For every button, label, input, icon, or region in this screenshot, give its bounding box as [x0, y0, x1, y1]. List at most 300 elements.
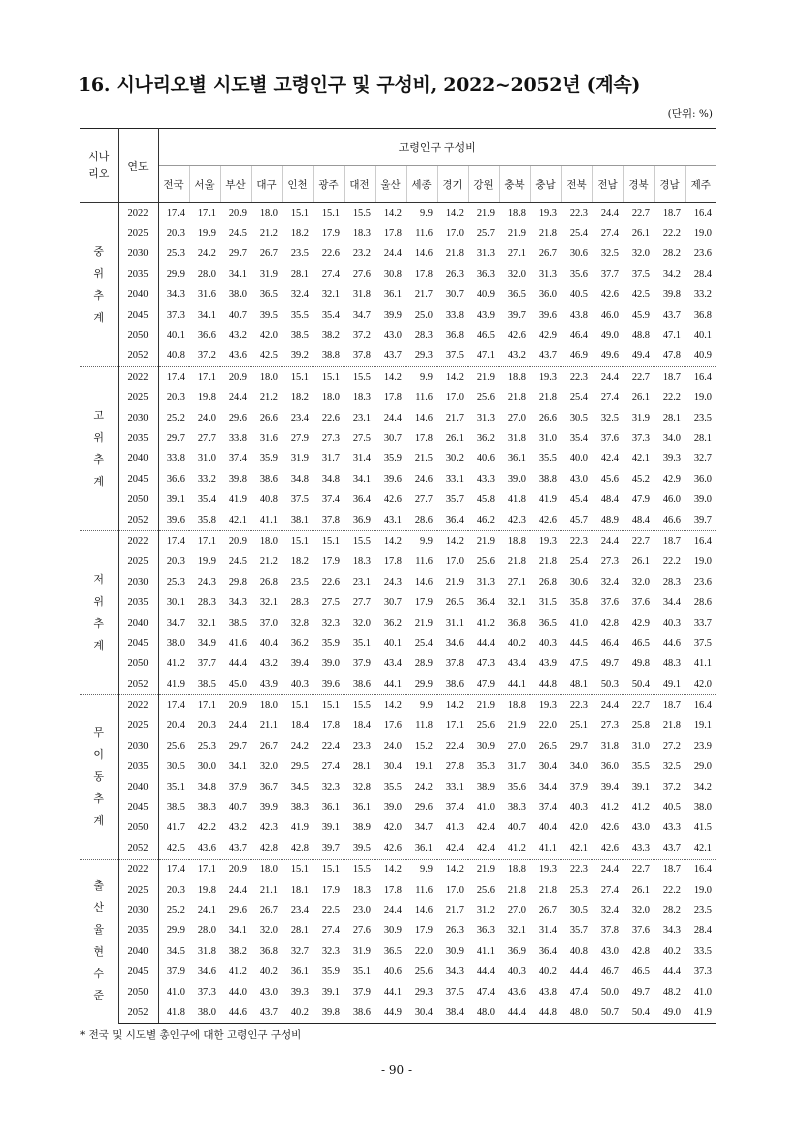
value-cell: 40.1 — [693, 330, 712, 342]
value-cell: 14.2 — [437, 367, 468, 388]
value-cell: 48.8 — [631, 330, 650, 342]
value-cell: 21.2 — [259, 556, 278, 568]
value-cell: 40.6 — [383, 966, 402, 978]
value-cell: 35.5 — [538, 453, 557, 465]
value-cell: 22.6 — [321, 248, 340, 260]
value-cell: 15.1 — [313, 695, 344, 716]
value-cell: 25.6 — [166, 740, 185, 752]
value-cell: 46.5 — [631, 637, 650, 649]
value-cell: 43.8 — [538, 986, 557, 998]
value-cell: 22.3 — [561, 695, 592, 716]
value-cell: 39.0 — [383, 802, 402, 814]
value-cell: 24.0 — [197, 412, 216, 424]
value-cell: 29.9 — [166, 925, 185, 937]
value-cell: 43.4 — [383, 658, 402, 670]
value-cell: 48.4 — [631, 514, 650, 526]
value-cell: 38.3 — [290, 802, 309, 814]
page-number: - 90 - — [380, 1063, 412, 1077]
value-cell: 39.6 — [166, 514, 185, 526]
value-cell: 24.5 — [228, 556, 247, 568]
value-cell: 38.6 — [259, 473, 278, 485]
value-cell: 47.1 — [476, 350, 495, 362]
table-row — [80, 469, 716, 489]
year-cell: 2052 — [118, 510, 158, 531]
value-cell: 18.2 — [290, 392, 309, 404]
value-cell: 34.6 — [197, 966, 216, 978]
value-cell: 32.4 — [290, 289, 309, 301]
value-cell: 18.7 — [654, 859, 685, 880]
value-cell: 24.4 — [383, 412, 402, 424]
value-cell: 42.6 — [600, 289, 619, 301]
value-cell: 34.6 — [445, 637, 464, 649]
value-cell: 25.3 — [166, 248, 185, 260]
value-cell: 20.3 — [166, 556, 185, 568]
value-cell: 36.3 — [476, 925, 495, 937]
value-cell: 25.4 — [569, 556, 588, 568]
scenario-label: 무 이 동 추 계 — [80, 695, 118, 859]
value-cell: 37.8 — [600, 925, 619, 937]
value-cell: 42.1 — [228, 514, 247, 526]
value-cell: 40.9 — [476, 289, 495, 301]
value-cell: 30.9 — [476, 740, 495, 752]
value-cell: 26.7 — [259, 904, 278, 916]
value-cell: 39.6 — [321, 678, 340, 690]
value-cell: 21.8 — [445, 248, 464, 260]
value-cell: 46.2 — [476, 514, 495, 526]
table-row — [80, 797, 716, 817]
value-cell: 35.9 — [383, 453, 402, 465]
value-cell: 31.3 — [538, 268, 557, 280]
value-cell: 17.1 — [189, 695, 220, 716]
value-cell: 36.4 — [352, 494, 371, 506]
value-cell: 25.4 — [569, 228, 588, 240]
value-cell: 37.8 — [445, 658, 464, 670]
value-cell: 42.9 — [662, 473, 681, 485]
value-cell: 25.0 — [414, 309, 433, 321]
value-cell: 19.1 — [693, 720, 712, 732]
value-cell: 15.1 — [282, 203, 313, 224]
year-cell: 2045 — [118, 305, 158, 325]
value-cell: 32.8 — [290, 617, 309, 629]
value-cell: 35.1 — [166, 781, 185, 793]
value-cell: 22.3 — [561, 367, 592, 388]
value-cell: 18.8 — [499, 203, 530, 224]
value-cell: 22.0 — [414, 945, 433, 957]
value-cell: 41.2 — [600, 802, 619, 814]
value-cell: 17.0 — [445, 392, 464, 404]
value-cell: 29.7 — [228, 248, 247, 260]
value-cell: 46.7 — [600, 966, 619, 978]
table-row — [80, 941, 716, 961]
value-cell: 37.3 — [197, 986, 216, 998]
value-cell: 45.4 — [569, 494, 588, 506]
value-cell: 37.4 — [321, 494, 340, 506]
value-cell: 31.9 — [290, 453, 309, 465]
value-cell: 15.5 — [344, 531, 375, 552]
scenario-label: 고 위 추 계 — [80, 367, 118, 531]
value-cell: 34.1 — [352, 473, 371, 485]
value-cell: 44.6 — [662, 637, 681, 649]
table-row — [80, 859, 716, 880]
value-cell: 31.8 — [197, 945, 216, 957]
value-cell: 32.1 — [259, 597, 278, 609]
value-cell: 30.7 — [445, 289, 464, 301]
value-cell: 33.8 — [445, 309, 464, 321]
value-cell: 31.4 — [538, 925, 557, 937]
value-cell: 31.7 — [321, 453, 340, 465]
value-cell: 36.8 — [445, 330, 464, 342]
value-cell: 32.7 — [693, 453, 712, 465]
year-cell: 2050 — [118, 325, 158, 345]
value-cell: 35.8 — [569, 597, 588, 609]
value-cell: 44.4 — [662, 966, 681, 978]
value-cell: 17.0 — [445, 228, 464, 240]
value-cell: 22.7 — [623, 367, 654, 388]
value-cell: 27.0 — [507, 740, 526, 752]
value-cell: 45.0 — [228, 678, 247, 690]
value-cell: 40.7 — [228, 802, 247, 814]
value-cell: 25.2 — [166, 904, 185, 916]
value-cell: 23.6 — [693, 248, 712, 260]
value-cell: 36.9 — [352, 514, 371, 526]
value-cell: 31.3 — [476, 248, 495, 260]
value-cell: 34.3 — [228, 597, 247, 609]
region-header: 경남 — [654, 166, 685, 203]
value-cell: 29.7 — [228, 740, 247, 752]
table-row — [80, 757, 716, 777]
value-cell: 18.2 — [290, 228, 309, 240]
value-cell: 43.7 — [383, 350, 402, 362]
value-cell: 36.5 — [383, 945, 402, 957]
value-cell: 21.9 — [507, 228, 526, 240]
value-cell: 36.1 — [352, 802, 371, 814]
value-cell: 27.4 — [600, 228, 619, 240]
region-header: 광주 — [313, 166, 344, 203]
value-cell: 38.5 — [166, 802, 185, 814]
value-cell: 34.2 — [662, 268, 681, 280]
value-cell: 34.1 — [228, 268, 247, 280]
value-cell: 28.3 — [197, 597, 216, 609]
value-cell: 21.9 — [445, 576, 464, 588]
value-cell: 29.3 — [414, 986, 433, 998]
value-cell: 15.1 — [282, 531, 313, 552]
value-cell: 15.1 — [313, 859, 344, 880]
value-cell: 41.1 — [476, 945, 495, 957]
region-header: 전남 — [592, 166, 623, 203]
value-cell: 34.1 — [197, 309, 216, 321]
value-cell: 23.5 — [693, 904, 712, 916]
value-cell: 18.3 — [352, 556, 371, 568]
value-cell: 27.8 — [445, 761, 464, 773]
value-cell: 20.3 — [166, 884, 185, 896]
value-cell: 21.2 — [259, 392, 278, 404]
value-cell: 17.8 — [414, 432, 433, 444]
value-cell: 14.2 — [375, 203, 406, 224]
value-cell: 26.6 — [259, 412, 278, 424]
value-cell: 37.6 — [600, 597, 619, 609]
value-cell: 40.3 — [662, 617, 681, 629]
value-cell: 36.0 — [538, 289, 557, 301]
value-cell: 45.2 — [631, 473, 650, 485]
value-cell: 9.9 — [406, 695, 437, 716]
value-cell: 21.5 — [414, 453, 433, 465]
value-cell: 43.7 — [251, 1002, 282, 1023]
value-cell: 29.7 — [569, 740, 588, 752]
value-cell: 44.0 — [228, 986, 247, 998]
value-cell: 50.0 — [600, 986, 619, 998]
value-cell: 48.2 — [662, 986, 681, 998]
value-cell: 14.2 — [437, 859, 468, 880]
year-cell: 2022 — [118, 531, 158, 552]
value-cell: 34.1 — [228, 761, 247, 773]
value-cell: 9.9 — [406, 367, 437, 388]
value-cell: 40.3 — [569, 802, 588, 814]
value-cell: 42.8 — [631, 945, 650, 957]
value-cell: 16.4 — [685, 367, 716, 388]
value-cell: 36.4 — [538, 945, 557, 957]
value-cell: 24.4 — [592, 203, 623, 224]
year-cell: 2050 — [118, 818, 158, 838]
value-cell: 18.0 — [251, 859, 282, 880]
value-cell: 30.4 — [406, 1002, 437, 1023]
value-cell: 36.5 — [538, 617, 557, 629]
value-cell: 20.3 — [166, 392, 185, 404]
value-cell: 42.0 — [383, 822, 402, 834]
value-cell: 23.5 — [290, 576, 309, 588]
value-cell: 18.8 — [499, 531, 530, 552]
value-cell: 24.4 — [228, 392, 247, 404]
year-cell: 2035 — [118, 264, 158, 284]
scenario-column-header: 시나 리오 — [80, 129, 118, 203]
value-cell: 22.7 — [623, 531, 654, 552]
table-row — [80, 654, 716, 674]
value-cell: 41.8 — [158, 1002, 189, 1023]
value-cell: 39.0 — [693, 494, 712, 506]
value-cell: 38.0 — [166, 637, 185, 649]
value-cell: 17.1 — [189, 859, 220, 880]
value-cell: 26.5 — [538, 740, 557, 752]
value-cell: 37.7 — [197, 658, 216, 670]
value-cell: 27.3 — [600, 720, 619, 732]
value-cell: 9.9 — [406, 859, 437, 880]
footnote: * 전국 및 시도별 총인구에 대한 고령인구 구성비 — [80, 1029, 302, 1041]
value-cell: 43.9 — [259, 678, 278, 690]
value-cell: 24.4 — [228, 884, 247, 896]
value-cell: 22.4 — [445, 740, 464, 752]
year-cell: 2030 — [118, 572, 158, 592]
value-cell: 39.1 — [321, 822, 340, 834]
value-cell: 39.9 — [383, 309, 402, 321]
value-cell: 44.4 — [228, 658, 247, 670]
value-cell: 26.7 — [259, 248, 278, 260]
value-cell: 15.5 — [344, 695, 375, 716]
value-cell: 41.7 — [166, 822, 185, 834]
table-row — [80, 388, 716, 408]
value-cell: 49.7 — [631, 986, 650, 998]
value-cell: 46.0 — [600, 309, 619, 321]
value-cell: 36.1 — [507, 453, 526, 465]
value-cell: 42.4 — [445, 842, 464, 854]
value-cell: 32.4 — [600, 904, 619, 916]
year-cell: 2035 — [118, 592, 158, 612]
value-cell: 25.6 — [476, 556, 495, 568]
value-cell: 32.1 — [507, 925, 526, 937]
value-cell: 32.0 — [507, 268, 526, 280]
value-cell: 16.4 — [685, 531, 716, 552]
value-cell: 30.9 — [383, 925, 402, 937]
value-cell: 50.3 — [600, 678, 619, 690]
table-row — [80, 818, 716, 838]
value-cell: 15.5 — [344, 367, 375, 388]
value-cell: 25.3 — [197, 740, 216, 752]
value-cell: 41.0 — [569, 617, 588, 629]
value-cell: 38.0 — [228, 289, 247, 301]
year-cell: 2052 — [118, 346, 158, 367]
value-cell: 30.0 — [197, 761, 216, 773]
value-cell: 45.6 — [600, 473, 619, 485]
value-cell: 27.4 — [321, 268, 340, 280]
value-cell: 16.4 — [685, 859, 716, 880]
value-cell: 40.1 — [166, 330, 185, 342]
value-cell: 41.2 — [631, 802, 650, 814]
value-cell: 25.6 — [476, 392, 495, 404]
value-cell: 29.6 — [228, 412, 247, 424]
region-header: 충북 — [499, 166, 530, 203]
value-cell: 44.1 — [383, 986, 402, 998]
value-cell: 39.7 — [321, 842, 340, 854]
value-cell: 40.8 — [259, 494, 278, 506]
value-cell: 37.2 — [662, 781, 681, 793]
value-cell: 31.4 — [352, 453, 371, 465]
value-cell: 29.0 — [693, 761, 712, 773]
value-cell: 19.9 — [197, 228, 216, 240]
value-cell: 17.8 — [383, 392, 402, 404]
value-cell: 15.1 — [313, 203, 344, 224]
value-cell: 35.9 — [321, 637, 340, 649]
value-cell: 28.2 — [662, 904, 681, 916]
value-cell: 41.1 — [259, 514, 278, 526]
value-cell: 27.0 — [507, 412, 526, 424]
value-cell: 17.4 — [158, 531, 189, 552]
value-cell: 40.3 — [507, 966, 526, 978]
value-cell: 39.6 — [538, 309, 557, 321]
value-cell: 33.2 — [197, 473, 216, 485]
value-cell: 47.4 — [476, 986, 495, 998]
value-cell: 17.8 — [321, 720, 340, 732]
year-cell: 2030 — [118, 736, 158, 756]
value-cell: 27.4 — [600, 884, 619, 896]
value-cell: 18.0 — [251, 367, 282, 388]
value-cell: 36.5 — [507, 289, 526, 301]
value-cell: 35.7 — [569, 925, 588, 937]
value-cell: 37.3 — [166, 309, 185, 321]
value-cell: 40.3 — [538, 637, 557, 649]
value-cell: 14.2 — [375, 531, 406, 552]
year-cell: 2025 — [118, 552, 158, 572]
region-header: 강원 — [468, 166, 499, 203]
value-cell: 36.9 — [507, 945, 526, 957]
value-cell: 30.4 — [383, 761, 402, 773]
value-cell: 36.2 — [290, 637, 309, 649]
value-cell: 14.2 — [375, 367, 406, 388]
value-cell: 37.5 — [290, 494, 309, 506]
value-cell: 30.6 — [569, 248, 588, 260]
year-cell: 2025 — [118, 388, 158, 408]
value-cell: 32.3 — [321, 617, 340, 629]
value-cell: 17.4 — [158, 695, 189, 716]
value-cell: 30.7 — [383, 597, 402, 609]
value-cell: 22.3 — [561, 859, 592, 880]
value-cell: 41.9 — [685, 1002, 716, 1023]
value-cell: 38.6 — [344, 1002, 375, 1023]
table-row — [80, 325, 716, 345]
value-cell: 26.1 — [631, 556, 650, 568]
year-cell: 2025 — [118, 223, 158, 243]
value-cell: 35.9 — [321, 966, 340, 978]
year-cell: 2040 — [118, 941, 158, 961]
region-header: 대전 — [344, 166, 375, 203]
value-cell: 43.3 — [662, 822, 681, 834]
value-cell: 43.7 — [228, 842, 247, 854]
table-row — [80, 510, 716, 531]
value-cell: 44.1 — [507, 678, 526, 690]
value-cell: 47.1 — [662, 330, 681, 342]
value-cell: 24.6 — [414, 473, 433, 485]
value-cell: 29.6 — [228, 904, 247, 916]
value-cell: 35.4 — [321, 309, 340, 321]
value-cell: 16.4 — [685, 203, 716, 224]
value-cell: 17.8 — [383, 556, 402, 568]
value-cell: 23.5 — [693, 412, 712, 424]
table-row — [80, 838, 716, 859]
value-cell: 39.4 — [290, 658, 309, 670]
value-cell: 38.1 — [290, 514, 309, 526]
table-row — [80, 264, 716, 284]
table-row — [80, 223, 716, 243]
value-cell: 45.8 — [476, 494, 495, 506]
value-cell: 26.3 — [445, 268, 464, 280]
value-cell: 27.4 — [321, 761, 340, 773]
value-cell: 43.7 — [662, 309, 681, 321]
value-cell: 25.3 — [569, 884, 588, 896]
value-cell: 23.4 — [290, 904, 309, 916]
value-cell: 44.4 — [499, 1002, 530, 1023]
region-header: 충남 — [530, 166, 561, 203]
value-cell: 27.5 — [321, 597, 340, 609]
value-cell: 40.5 — [662, 802, 681, 814]
value-cell: 37.5 — [445, 350, 464, 362]
table-row — [80, 428, 716, 448]
value-cell: 23.5 — [290, 248, 309, 260]
value-cell: 31.0 — [538, 432, 557, 444]
year-cell: 2040 — [118, 449, 158, 469]
value-cell: 26.6 — [538, 412, 557, 424]
value-cell: 15.1 — [313, 367, 344, 388]
value-cell: 49.7 — [600, 658, 619, 670]
value-cell: 26.7 — [538, 904, 557, 916]
value-cell: 42.9 — [538, 330, 557, 342]
value-cell: 31.0 — [197, 453, 216, 465]
value-cell: 44.8 — [538, 678, 557, 690]
value-cell: 34.0 — [569, 761, 588, 773]
value-cell: 19.8 — [197, 392, 216, 404]
table-row — [80, 203, 716, 224]
value-cell: 36.8 — [507, 617, 526, 629]
value-cell: 19.3 — [530, 367, 561, 388]
value-cell: 47.9 — [631, 494, 650, 506]
value-cell: 31.6 — [259, 432, 278, 444]
value-cell: 22.5 — [321, 904, 340, 916]
